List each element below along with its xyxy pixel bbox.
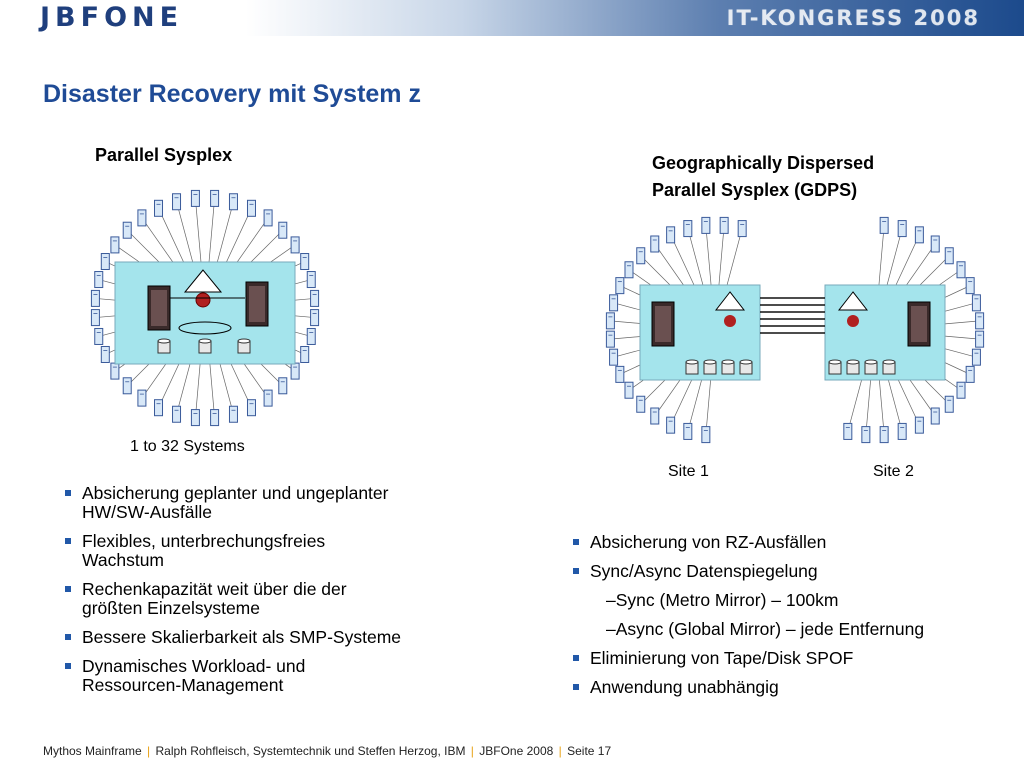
disk-top [686,360,698,364]
left-bullet: Dynamisches Workload- und Ressourcen-Management [62,657,402,695]
mainframe-panel [911,306,927,342]
terminal-icon [625,262,633,278]
terminal-icon [95,272,103,288]
mainframe-panel [655,306,671,342]
terminal-icon [311,310,319,326]
right-sub-bullet: –Sync (Metro Mirror) – 100km [606,590,839,610]
terminal-icon [155,200,163,216]
terminal-icon [101,346,109,362]
disk-top [238,339,250,343]
terminal-icon [91,310,99,326]
site1-label: Site 1 [668,463,709,480]
terminal-icon [123,378,131,394]
footer-page: Seite 17 [567,744,612,758]
terminal-icon [616,366,624,382]
disk-top [829,360,841,364]
terminal-icon [651,236,659,252]
terminal-icon [684,221,692,237]
terminal-icon [229,194,237,210]
terminal-icon [720,217,728,233]
footer-part: JBFOne 2008 [479,744,554,758]
terminal-icon [173,194,181,210]
gdps-heading-line1: Geographically Dispersed [652,153,875,173]
mainframe-panel [249,286,265,322]
terminal-icon [972,295,980,311]
left-bullet: Bessere Skalierbarkeit als SMP-Systeme [62,628,402,647]
terminal-icon [138,390,146,406]
terminal-icon [702,217,710,233]
terminal-icon [155,400,163,416]
terminal-icon [95,328,103,344]
terminal-icon [191,410,199,426]
terminal-icon [606,331,614,347]
terminal-icon [279,222,287,238]
terminal-icon [264,210,272,226]
terminal-icon [915,227,923,243]
terminal-icon [279,378,287,394]
terminal-icon [898,221,906,237]
terminal-icon [945,396,953,412]
terminal-icon [211,190,219,206]
terminal-icon [610,295,618,311]
terminal-icon [966,278,974,294]
terminal-icon [931,408,939,424]
terminal-icon [966,366,974,382]
right-sub-bullet: –Async (Global Mirror) – jede Entfernung [606,619,925,639]
parallel-sysplex-diagram [60,190,350,440]
left-bullet: Flexibles, unterbrechungsfreies Wachstum [62,532,402,570]
terminal-icon [862,427,870,443]
terminal-icon [625,382,633,398]
disk-top [722,360,734,364]
terminal-icon [898,423,906,439]
terminal-icon [637,248,645,264]
gdps-diagram [600,210,990,460]
terminal-icon [291,363,299,379]
disk-top [158,339,170,343]
terminal-icon [301,254,309,270]
right-bullet: Sync/Async Datenspiegelung [570,562,930,581]
terminal-icon [957,262,965,278]
footer-separator: | [470,744,474,758]
disk-top [865,360,877,364]
terminal-icon [667,227,675,243]
terminal-icon [307,272,315,288]
footer-separator: | [147,744,151,758]
terminal-icon [976,331,984,347]
terminal-icon [844,423,852,439]
terminal-icon [637,396,645,412]
timer-icon [724,315,736,327]
terminal-icon [311,290,319,306]
terminal-icon [247,200,255,216]
terminal-icon [972,349,980,365]
terminal-icon [702,427,710,443]
left-bullet: Absicherung geplanter und ungeplanter HW/SW-Ausfälle [62,484,402,522]
terminal-icon [667,417,675,433]
terminal-icon [138,210,146,226]
disk-top [740,360,752,364]
timer-icon [196,293,210,307]
terminal-icon [191,190,199,206]
left-bullet: Rechenkapazität weit über die der größten Einzelsysteme [62,580,402,618]
right-bullet: Eliminierung von Tape/Disk SPOF [570,649,930,668]
disk-top [199,339,211,343]
site2-label: Site 2 [873,463,914,480]
header-bar [0,0,1024,36]
terminal-icon [264,390,272,406]
terminal-icon [738,221,746,237]
terminal-icon [651,408,659,424]
terminal-icon [123,222,131,238]
timer-icon [847,315,859,327]
terminal-icon [915,417,923,433]
event-title: IT-KONGRESS 2008 [726,6,980,30]
right-bullet: Absicherung von RZ-Ausfällen [570,533,930,552]
terminal-icon [945,248,953,264]
right-bullet: Anwendung unabhängig [570,678,930,697]
footer-part: Ralph Rohfleisch, Systemtechnik und Steffen Herzog, IBM [155,744,466,758]
terminal-icon [976,313,984,329]
terminal-icon [111,237,119,253]
slide-title: Disaster Recovery mit System z [43,80,421,108]
terminal-icon [211,410,219,426]
terminal-icon [616,278,624,294]
terminal-icon [111,363,119,379]
terminal-icon [880,217,888,233]
footer-part: Mythos Mainframe [43,744,142,758]
mainframe-panel [151,290,167,326]
terminal-icon [229,406,237,422]
gdps-heading [652,150,874,204]
disk-top [847,360,859,364]
terminal-icon [247,400,255,416]
footer [43,744,611,758]
disk-top [704,360,716,364]
terminal-icon [931,236,939,252]
terminal-icon [606,313,614,329]
gdps-heading-line2: Parallel Sysplex (GDPS) [652,180,858,200]
terminal-icon [101,254,109,270]
terminal-icon [684,423,692,439]
terminal-icon [91,290,99,306]
left-bullet-list [62,484,402,705]
terminal-icon [173,406,181,422]
terminal-icon [610,349,618,365]
systems-caption: 1 to 32 Systems [130,438,245,455]
terminal-icon [957,382,965,398]
right-bullet-list [570,533,930,707]
terminal-icon [307,328,315,344]
jbfone-logo: JBFONE [40,2,184,33]
terminal-icon [880,427,888,443]
terminal-icon [301,346,309,362]
parallel-sysplex-heading: Parallel Sysplex [95,145,233,165]
disk-top [883,360,895,364]
terminal-icon [291,237,299,253]
footer-separator: | [558,744,562,758]
